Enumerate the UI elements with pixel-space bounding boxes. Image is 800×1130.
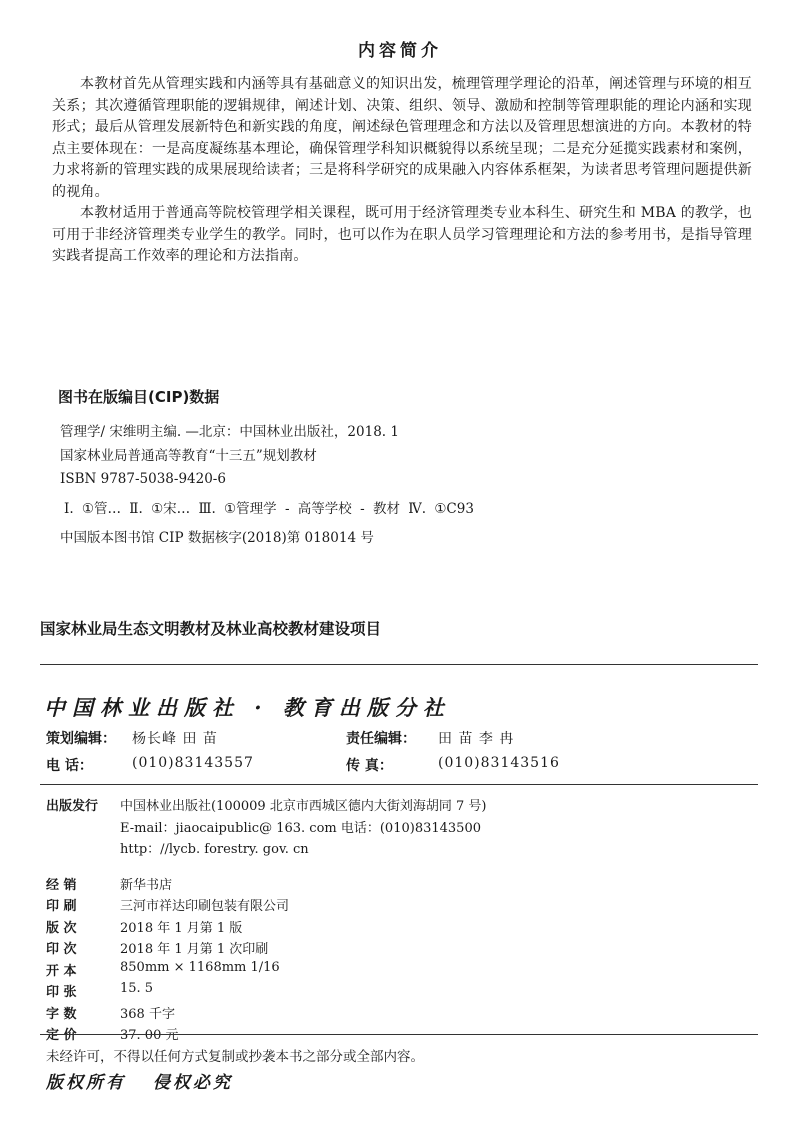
info-value: 三河市祥达印刷包装有限公司 bbox=[120, 899, 290, 914]
info-label: 字 数 bbox=[46, 1006, 77, 1022]
info-value: 2018 年 1 月第 1 版 bbox=[120, 920, 243, 936]
planning-editor-label: 策划编辑： bbox=[46, 731, 116, 747]
info-row bbox=[46, 838, 766, 860]
cip-line: 管理学/ 宋维明主编. —北京：中国林业出版社，2018. 1 bbox=[60, 424, 399, 440]
cip-title: 图书在版编目(CIP)数据 bbox=[58, 388, 220, 406]
info-row bbox=[46, 938, 766, 960]
summary-title: 内容简介 bbox=[358, 41, 442, 61]
divider bbox=[40, 664, 758, 665]
responsible-editor-value: 田 苗 李 冉 bbox=[438, 731, 515, 747]
cip-record: 中国版本图书馆 CIP 数据核字(2018)第 018014 号 bbox=[60, 530, 374, 546]
info-row bbox=[46, 895, 766, 917]
info-label: 出版发行 bbox=[46, 799, 99, 814]
summary-paragraph: 本教材首先从管理实践和内涵等具有基础意义的知识出发，梳理管理学理论的沿革，阐述管理与环境的相互关系；其次遵循管理职能的逻辑规律，阐述计划、决策、组织、领导、激励和控制等管理职能的理论内涵和实现形式；最后从管理发展新特色和新实践的角度，阐述绿色管理理念和方法以及管理思想演进的方向。本教材的特点主要体现在：一是高度凝练基本理论，确保管理学科知识概貌得以系统呈现；二是充分延揽实践素材和案例，力求将新的管理实践的成果展现给读者；三是将科学研究的成果融入内容体系框架，为读者思考管理问题提供新的视角。 bbox=[52, 76, 752, 200]
phone-value: (010)83143557 bbox=[132, 755, 254, 771]
info-value: 中国林业出版社(100009 北京市西城区德内大街刘海胡同 7 号) bbox=[120, 799, 487, 814]
divider bbox=[40, 784, 758, 785]
publisher-name: 中国林业出版社 · 教育出版分社 bbox=[44, 695, 451, 720]
fax-value: (010)83143516 bbox=[438, 755, 560, 771]
responsible-editor-label: 责任编辑： bbox=[346, 731, 416, 747]
info-row bbox=[46, 1003, 766, 1025]
rights-reserved: 版权所有 侵权必究 bbox=[46, 1073, 233, 1093]
fax-label: 传 真： bbox=[346, 758, 393, 774]
info-label: 印 张 bbox=[46, 985, 77, 1000]
info-label: 开 本 bbox=[46, 963, 77, 979]
project-title: 国家林业局生态文明教材及林业高校教材建设项目 bbox=[40, 620, 382, 638]
info-row bbox=[46, 874, 766, 896]
email-value: E-mail：jiaocaipublic@ 163. com 电话：(010)83143500 bbox=[120, 820, 481, 836]
info-label: 版 次 bbox=[46, 920, 77, 936]
info-value: 15. 5 bbox=[120, 981, 154, 996]
editors-row bbox=[46, 728, 766, 755]
info-value: 850mm × 1168mm 1/16 bbox=[120, 959, 280, 975]
editors-block bbox=[46, 728, 766, 782]
info-row bbox=[46, 817, 766, 839]
info-value: 2018 年 1 月第 1 次印刷 bbox=[120, 942, 269, 957]
info-label: 经 销 bbox=[46, 877, 77, 893]
info-row bbox=[46, 960, 766, 982]
summary-paragraph: 本教材适用于普通高等院校管理学相关课程，既可用于经济管理类专业本科生、研究生和 MBA 的教学，也可用于非经济管理类专业学生的教学。同时，也可以作为在职人员学习管理理论和方法的参考用书，是指导管理实践者提高工作效率的理论和方法指南。 bbox=[52, 205, 752, 264]
info-row bbox=[46, 917, 766, 939]
publication-info bbox=[46, 795, 766, 1046]
info-row bbox=[46, 795, 766, 817]
website-value: http：//lycb. forestry. gov. cn bbox=[120, 842, 309, 857]
info-label: 定 价 bbox=[46, 1028, 77, 1043]
info-label: 印 刷 bbox=[46, 899, 77, 914]
copyright-notice: 未经许可，不得以任何方式复制或抄袭本书之部分或全部内容。 bbox=[46, 1049, 424, 1065]
info-value: 368 千字 bbox=[120, 1006, 175, 1022]
cip-block bbox=[60, 421, 740, 551]
info-value: 新华书店 bbox=[120, 877, 173, 893]
phone-label: 电 话： bbox=[46, 758, 93, 774]
editors-row bbox=[46, 755, 766, 782]
info-label: 印 次 bbox=[46, 942, 77, 957]
cip-line: 国家林业局普通高等教育“十三五”规划教材 bbox=[60, 447, 317, 464]
cip-classification: Ⅰ. ①管… Ⅱ. ①宋… Ⅲ. ①管理学 - 高等学校 - 教材 Ⅳ. ①C93 bbox=[64, 500, 474, 517]
cip-isbn: ISBN 9787-5038-9420-6 bbox=[60, 471, 226, 487]
info-row bbox=[46, 981, 766, 1003]
planning-editor-value: 杨长峰 田 苗 bbox=[132, 731, 218, 747]
info-value: 37. 00 元 bbox=[120, 1028, 179, 1043]
summary-body bbox=[52, 74, 752, 268]
divider bbox=[40, 1034, 758, 1035]
